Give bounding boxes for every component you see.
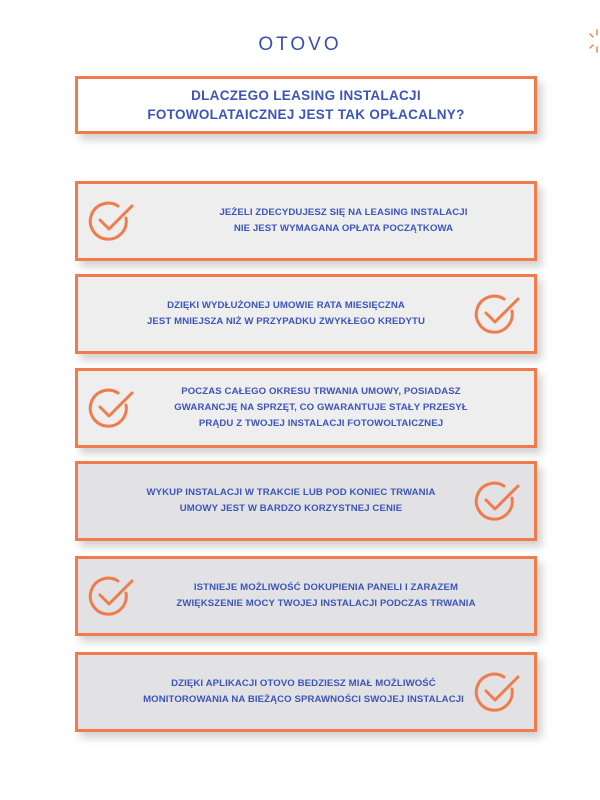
check-circle-icon (474, 291, 520, 337)
benefit-card-5 (75, 556, 537, 636)
benefit-line: WYKUP INSTALACJI W TRAKCIE LUB POD KONIEC TRWANIA (146, 487, 436, 498)
benefit-line: PRĄDU Z TWOJEJ INSTALACJI FOTOWOLTAICZNEJ (198, 418, 444, 429)
title-line-1: DLACZEGO LEASING INSTALACJI (191, 88, 421, 103)
benefit-card-6 (75, 652, 537, 732)
benefit-card-1 (75, 181, 537, 261)
benefit-line: DZIĘKI WYDŁUŻONEJ UMOWIE RATA MIESIĘCZNA (167, 300, 405, 311)
benefit-text (133, 655, 474, 729)
check-circle-icon (474, 669, 520, 715)
benefit-card-3 (75, 368, 537, 448)
benefit-line: JEŻELI ZDECYDUJESZ SIĘ NA LEASING INSTALACJI (219, 207, 468, 218)
benefit-card-4 (75, 461, 537, 541)
benefit-text (158, 371, 484, 445)
page-title (75, 76, 537, 134)
check-circle-icon (88, 385, 134, 431)
sun-icon (584, 28, 600, 54)
benefit-text (138, 464, 444, 538)
benefit-line: JEST MNIEJSZA NIŻ W PRZYPADKU ZWYKŁEGO KREDYTU (146, 316, 426, 327)
check-circle-icon (88, 198, 134, 244)
title-line-2: FOTOWOLATAICZNEJ JEST TAK OPŁACALNY? (147, 107, 465, 122)
check-circle-icon (88, 573, 134, 619)
benefit-text (173, 184, 514, 258)
benefit-card-2 (75, 274, 537, 354)
benefit-line: POCZAS CAŁEGO OKRESU TRWANIA UMOWY, POSIADASZ (181, 386, 461, 397)
benefit-line: GWARANCJĘ NA SPRZĘT, CO GWARANTUJE STAŁY PRZESYŁ (174, 402, 468, 413)
logo-text: OTOVO (258, 34, 342, 55)
benefit-text (163, 559, 489, 633)
check-circle-icon (474, 478, 520, 524)
benefit-line: DZIĘKI APLIKACJI OTOVO BEDZIESZ MIAŁ MOŻLIWOŚĆ (171, 678, 436, 689)
benefit-line: UMOWY JEST W BARDZO KORZYSTNEJ CENIE (179, 503, 403, 514)
benefit-line: ISTNIEJE MOŻLIWOŚĆ DOKUPIENIA PANELI I ZARAZEM (193, 582, 459, 593)
benefit-line: MONITOROWANIA NA BIEŻĄCO SPRAWNOŚCI SWOJEJ INSTALACJI (143, 694, 464, 705)
benefit-text (133, 277, 439, 351)
benefit-line: NIE JEST WYMAGANA OPŁATA POCZĄTKOWA (233, 223, 454, 234)
benefit-line: ZWIĘKSZENIE MOCY TWOJEJ INSTALACJI PODCZAS TRWANIA (176, 598, 476, 609)
otovo-logo (0, 34, 600, 56)
